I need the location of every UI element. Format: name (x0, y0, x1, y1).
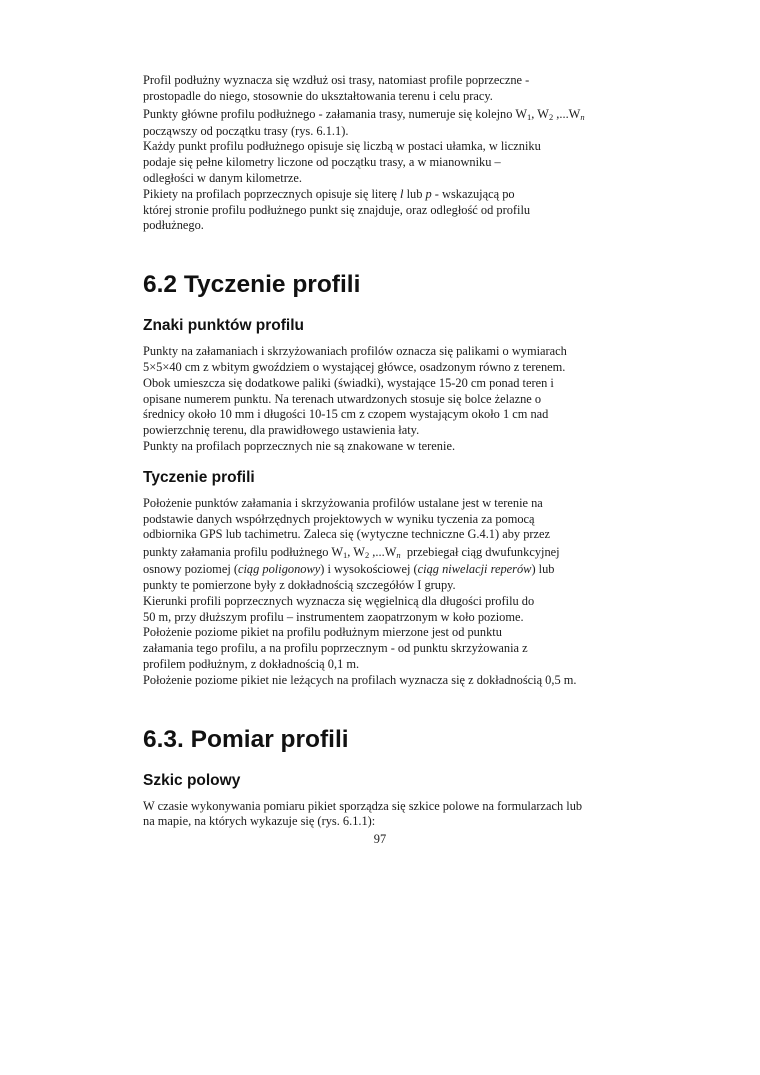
tyczenie-paragraph (143, 496, 628, 689)
text-line: opisane numerem punktu. Na terenach utwardzonych stosuje się bolce żelazne o (143, 391, 542, 406)
section-title-6-2: 6.2 Tyczenie profili (143, 271, 361, 299)
text-line: Obok umieszcza się dodatkowe paliki (świadki), wystające 15-20 cm ponad teren i (143, 375, 554, 390)
page-content (143, 73, 628, 830)
text-line: osnowy poziomej (ciąg poligonowy) i wysokościowej (ciąg niwelacji reperów) lub (143, 562, 555, 577)
section-title-6-3: 6.3. Pomiar profili (143, 725, 349, 753)
text-line: której stronie profilu podłużnego punkt się znajduje, oraz odległość od profilu (143, 202, 531, 217)
text-line: załamania tego profilu, a na profilu poprzecznym - od punktu skrzyżowania z (143, 641, 528, 656)
text-line: powierzchnię terenu, dla prawidłowego ustawienia łaty. (143, 423, 420, 438)
text-line: Położenie poziome pikiet nie leżących na profilach wyznacza się z dokładnością 0,5 m. (143, 672, 577, 687)
szkic-paragraph (143, 799, 628, 831)
text-line: Punkty na załamaniach i skrzyżowaniach profilów oznacza się palikami o wymiarach (143, 344, 567, 359)
text-line: odbiornika GPS lub tachimetru. Zaleca się (wytyczne techniczne G.4.1) aby przez (143, 527, 551, 542)
text-line: podaje się pełne kilometry liczone od początku trasy, a w mianowniku – (143, 155, 501, 170)
subsection-heading-tyczenie: Tyczenie profili (143, 468, 255, 486)
text-line: odległości w danym kilometrze. (143, 170, 302, 185)
znaki-paragraph (143, 344, 628, 455)
text-line: Punkty główne profilu podłużnego - załamania trasy, numeruje się kolejno $W_1$, $W_2$ $,...W_n$ (143, 106, 585, 122)
intro-paragraph (143, 73, 628, 234)
text-line: profilem podłużnym, z dokładnością 0,1 m. (143, 656, 360, 671)
text-line: punkty te pomierzone były z dokładnością szczegółów I grupy. (143, 577, 456, 592)
text-line: podstawie danych współrzędnych projektowych w wyniku tyczenia za pomocą (143, 511, 535, 526)
text-line: Kierunki profili poprzecznych wyznacza się węgielnicą dla długości profilu do (143, 593, 535, 608)
subsection-heading-znaki: Znaki punktów profilu (143, 317, 305, 335)
text-line: Punkty na profilach poprzecznych nie są znakowane w terenie. (143, 438, 456, 453)
text-line: W czasie wykonywania pomiaru pikiet sporządza się szkice polowe na formularzach lub (143, 798, 583, 813)
text-line: 50 m, przy dłuższym profilu – instrumentem zaopatrzonym w koło poziome. (143, 609, 524, 624)
text-line: Każdy punkt profilu podłużnego opisuje się liczbą w postaci ułamka, w liczniku (143, 139, 541, 154)
text-line: Położenie punktów załamania i skrzyżowania profilów ustalane jest w terenie na (143, 495, 543, 510)
text-line: prostopadle do niego, stosownie do ukształtowania terenu i celu pracy. (143, 88, 493, 103)
text-line: Położenie poziome pikiet na profilu podłużnym mierzone jest od punktu (143, 625, 502, 640)
text-line: podłużnego. (143, 218, 204, 233)
page-number: 97 (373, 832, 387, 846)
subsection-heading-szkic: Szkic polowy (143, 771, 241, 789)
text-line: począwszy od początku trasy (rys. 6.1.1). (143, 123, 349, 138)
text-line: średnicy około 10 mm i długości 10-15 cm z czopem wystającym około 1 cm nad (143, 407, 549, 422)
text-line: 5×5×40 cm z wbitym gwoździem o wystającej główce, osadzonym równo z terenem. (143, 359, 566, 374)
text-line: Pikiety na profilach poprzecznych opisuje się literę l lub p - wskazującą po (143, 186, 515, 201)
text-line: punkty załamania profilu podłużnego $W_1$, $W_2$ $,...W_n$ przebiegał ciąg dwufunkcyjnej (143, 545, 560, 561)
text-line: Profil podłużny wyznacza się wzdłuż osi trasy, natomiast profile poprzeczne - (143, 73, 530, 87)
text-line: na mapie, na których wykazuje się (rys. 6.1.1): (143, 814, 376, 829)
